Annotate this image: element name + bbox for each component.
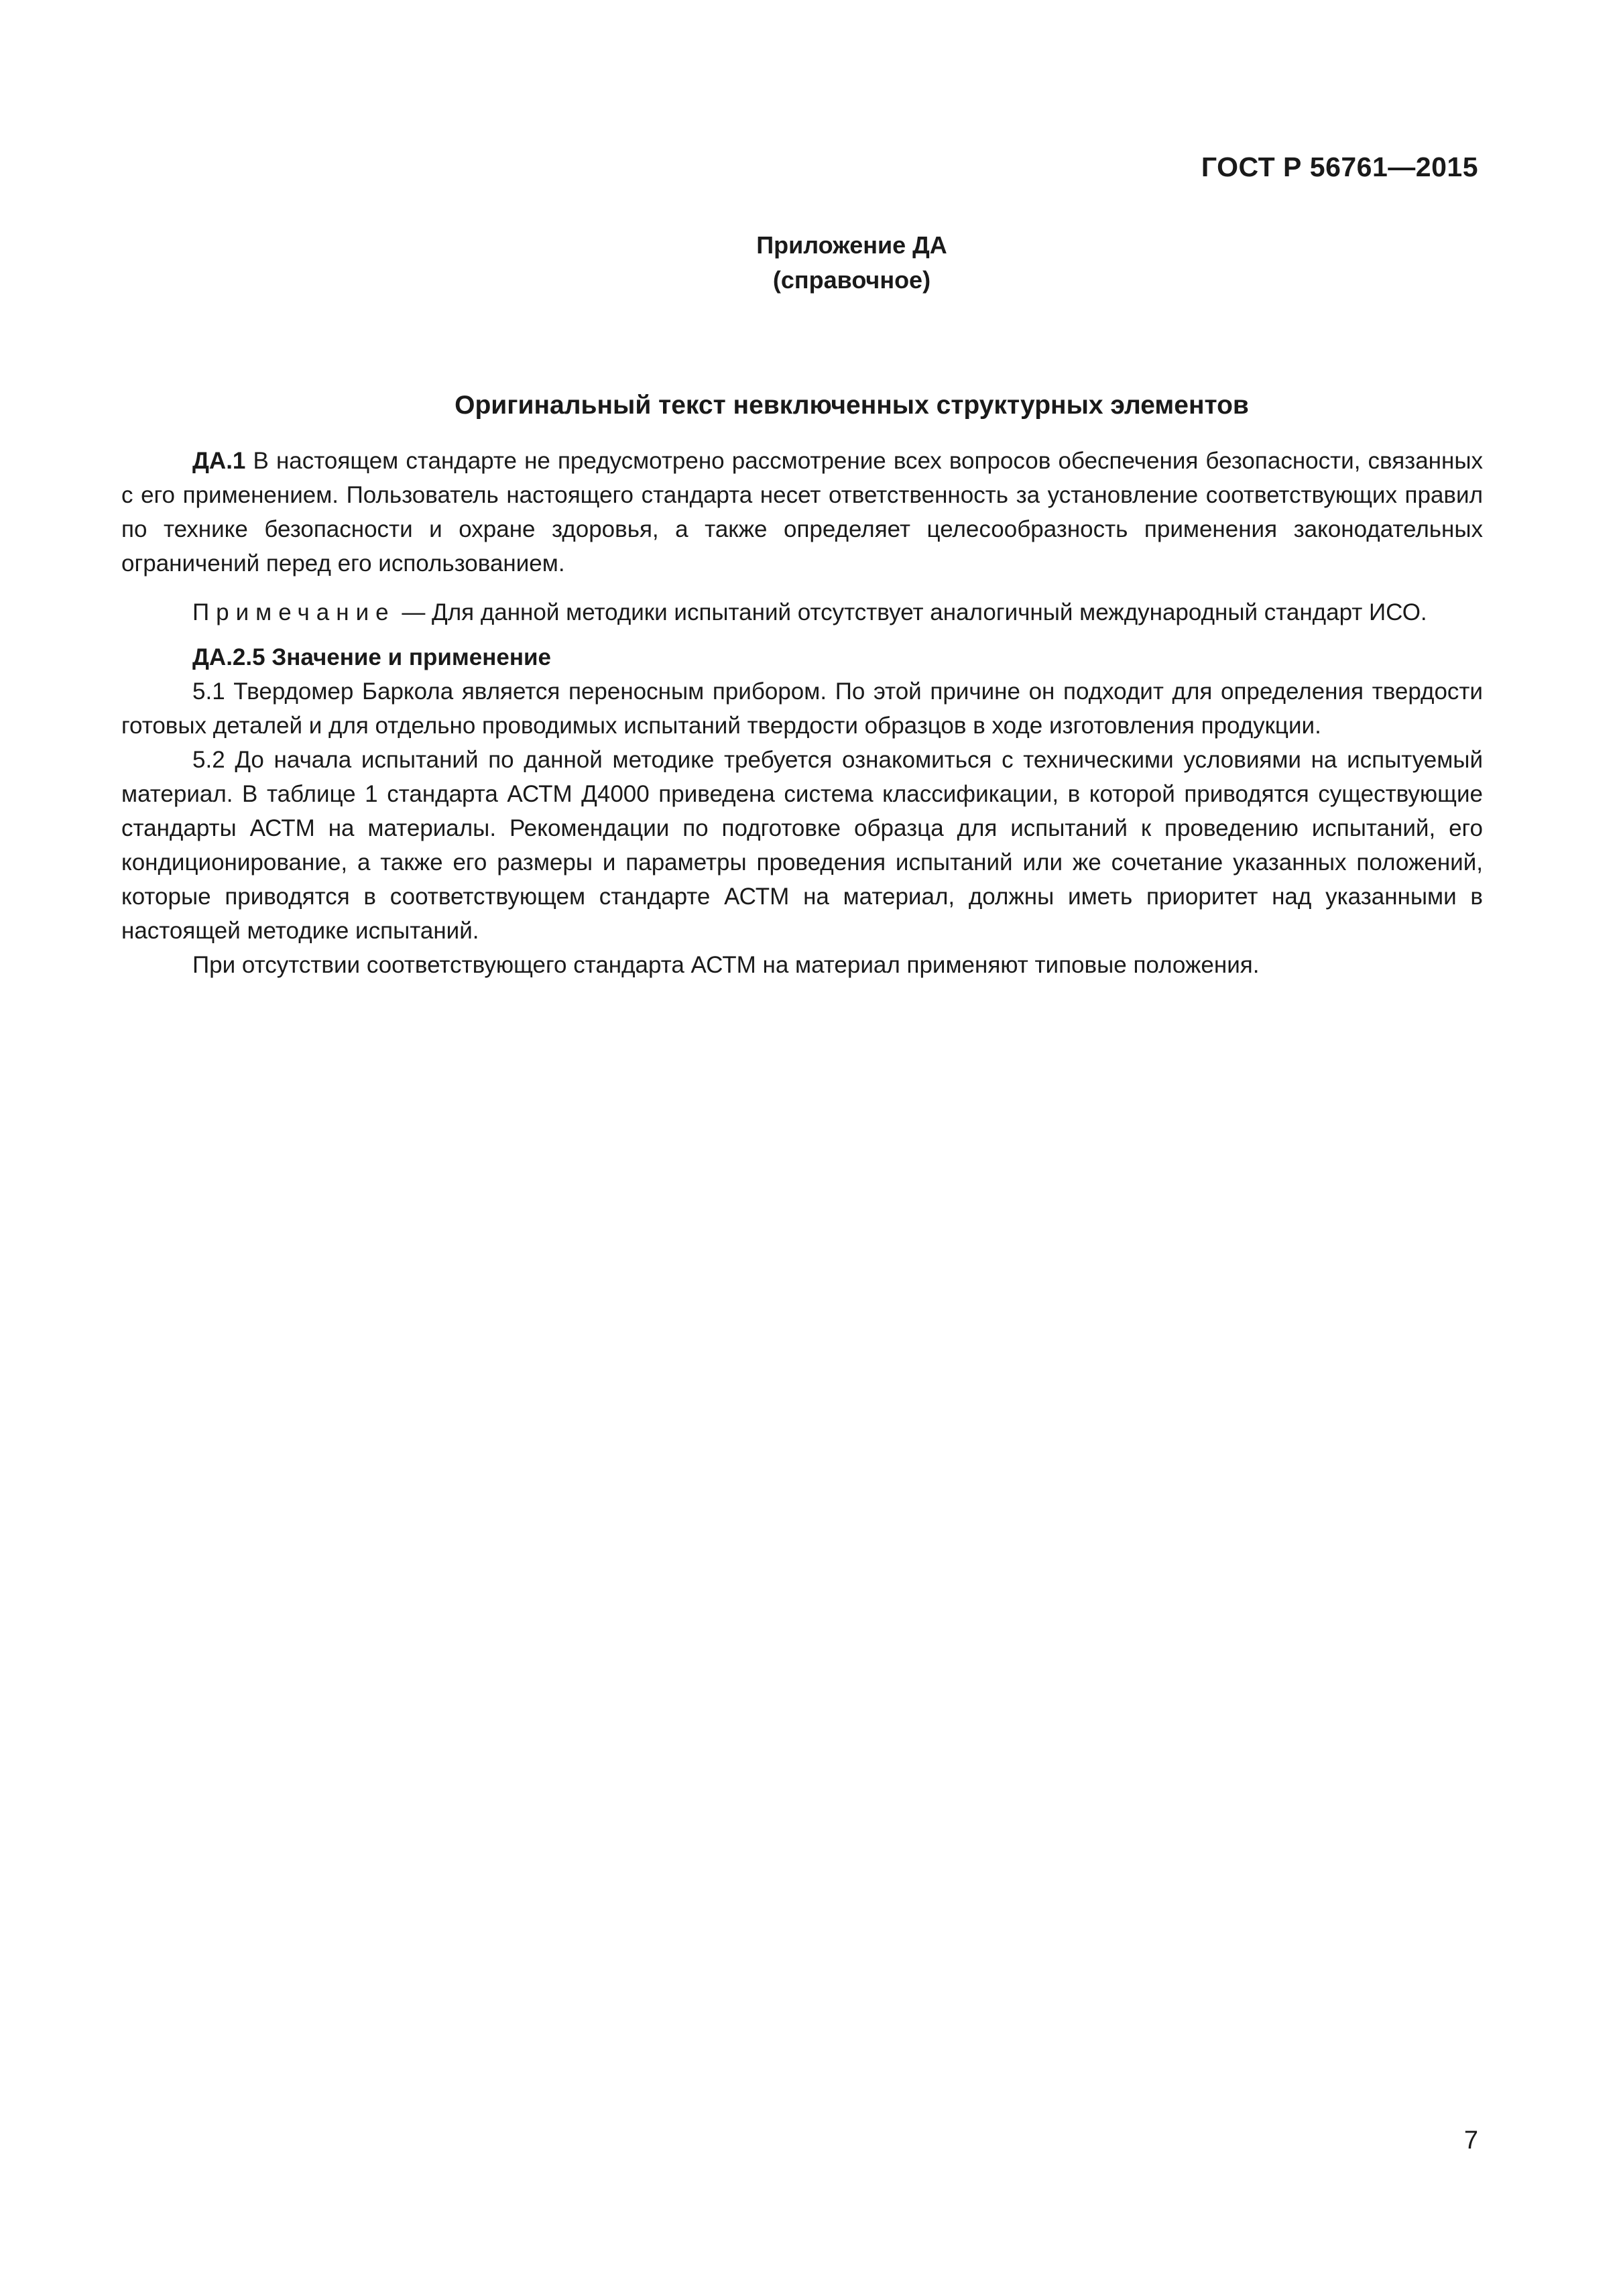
document-body [121,444,1483,982]
paragraph-da1 [121,444,1483,581]
appendix-subtitle: (справочное) [772,266,931,294]
subsection-heading: ДА.2.5 Значение и применение [192,644,551,670]
section-title: Оригинальный текст невключенных структурных элементов [455,391,1249,420]
note-label: Примечание [192,599,396,625]
note-text: — Для данной методики испытаний отсутствует аналогичный международный стандарт ИСО. [395,599,1427,625]
appendix-heading [0,228,1623,298]
paragraph-closing: При отсутствии соответствующего стандарта АСТМ на материал применяют типовые положения. [192,952,1260,978]
paragraph-5-2: 5.2 До начала испытаний по данной методике требуется ознакомиться с техническими условиями на испытуемый материал. В таблице 1 стандарта АСТМ Д4000 приведена система классификации, в которой приводятся существующие стандарты АСТМ на материалы. Рекомендации по подготовке образца для испытаний к проведению испытаний, его кондиционирование, а также его размеры и параметры проведения испытаний или же сочетание указанных положений, которые приводятся в соответствующем стандарте АСТМ на материал, должны иметь приоритет над указанными в настоящей методике испытаний. [121,747,1483,944]
appendix-title: Приложение ДА [756,231,947,259]
page-number: 7 [1463,2126,1478,2155]
document-code: ГОСТ Р 56761—2015 [1201,152,1478,182]
paragraph-5-1: 5.1 Твердомер Баркола является переносным прибором. По этой причине он подходит для определения твердости готовых деталей и для отдельно проводимых испытаний твердости образцов в ходе изготовления продукции. [121,678,1483,739]
clause-text: В настоящем стандарте не предусмотрено рассмотрение всех вопросов обеспечения безопасности, связанных с его применением. Пользователь настоящего стандарта несет ответственность за установление соответствующих правил по технике безопасности и охране здоровья, а также определяет целесообразность применения законодательных ограничений перед его использованием. [121,448,1483,577]
clause-label: ДА.1 [192,448,246,474]
note-paragraph [121,595,1483,629]
